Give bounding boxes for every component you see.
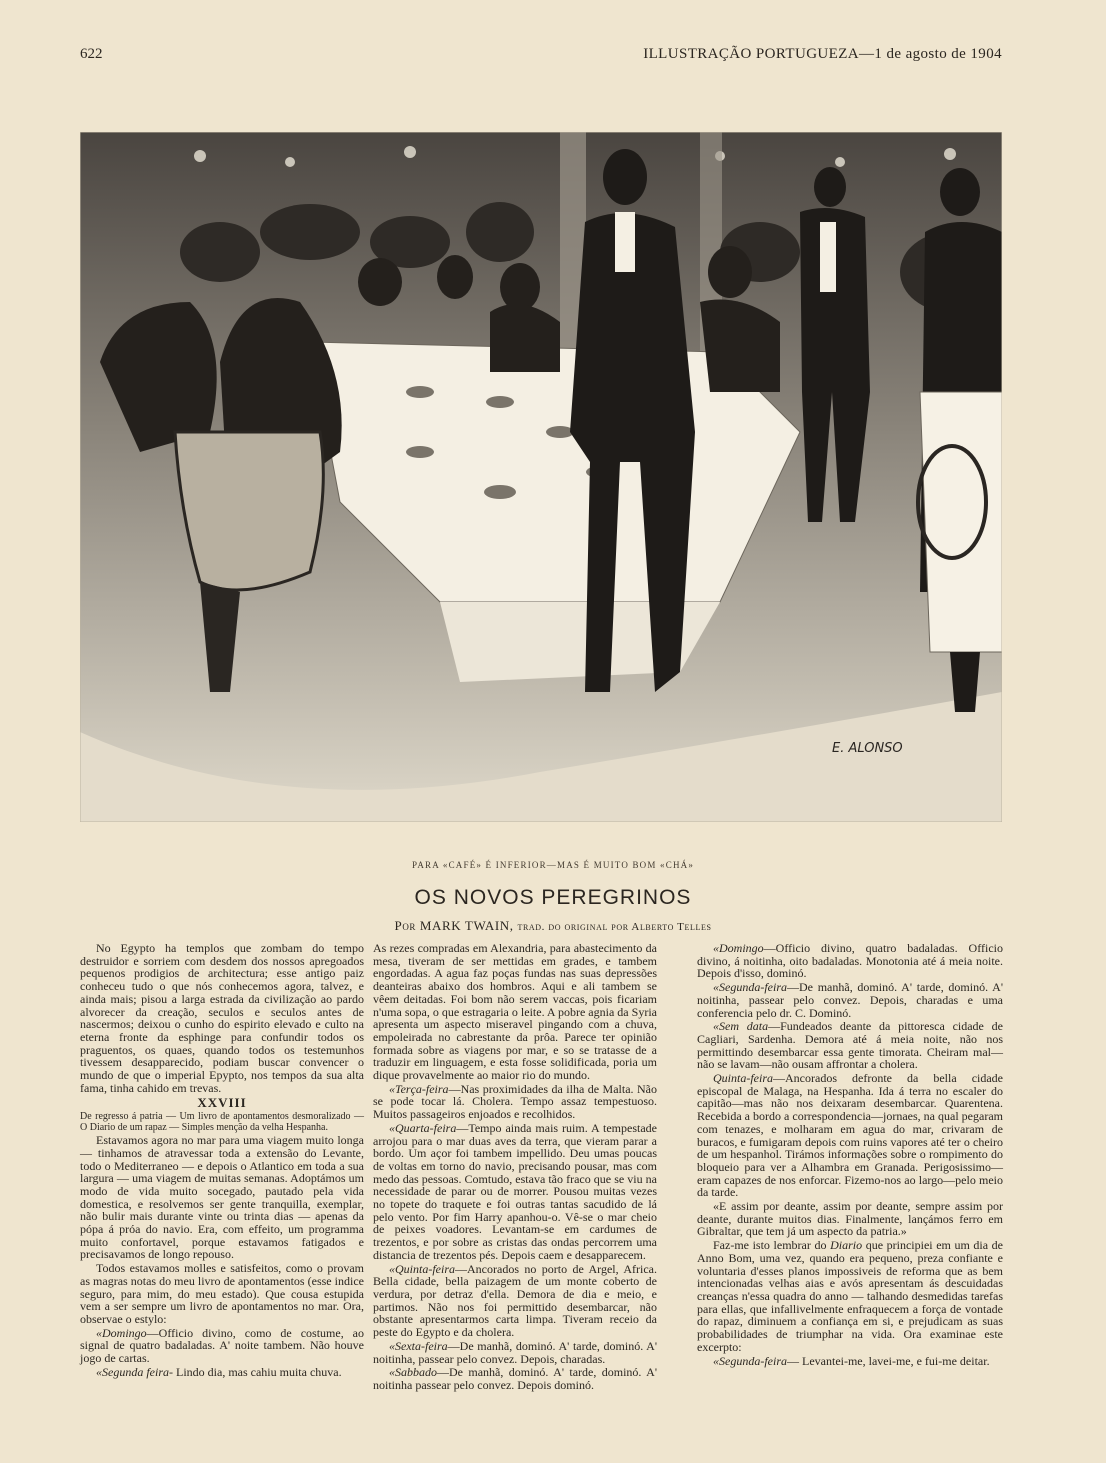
article-byline <box>0 918 1106 934</box>
diary-entry <box>80 1366 364 1379</box>
paragraph: As rezes compradas em Alexandria, para abastecimento da mesa, tiveram de ser mettidas em grades, e tambem engordadas. A agua faz poças fundas nas suas depressões deanteiras abaixo dos hombros. Aqui e ali tambem se vêem deitadas. Foi bom não serem vaccas, pois ficariam n'uma sopa, o que estragaria o leite. A pobre agnia da Syria apresenta um aspecto miseravel pingando com a chuva, empoleirada no cabrestante da prôa. Parece ter opinião formada sobre as viagens por mar, e so se tratasse de a traduzir em linguagem, e esta fosse solidificada, poria um dique provavelmente ao maior rio do mundo. <box>373 941 657 1083</box>
diary-day: «Quinta-feira <box>389 1261 455 1276</box>
diary-text: —Fundeados deante da pittoresca cidade de Cagliari, Sardenha. Demora até á meia noite, não nos permittindo desembarcar essa gente timorata. Cheiram mal—não se lavam—não ousam affrontar a cholera. <box>697 1019 1004 1072</box>
diary-day: «Segunda-feira <box>713 980 787 995</box>
dining-room-illustration <box>80 132 1002 822</box>
diary-text: —De manhã, dominó. A' tarde, dominó. A' noitinha passear pelo convez. Depois dominó. <box>373 1365 657 1392</box>
masthead: ILLUSTRAÇÃO PORTUGUEZA—1 de agosto de 1904 <box>643 46 1002 62</box>
text-column-1 <box>80 942 364 1380</box>
diary-text: —Officio divino, quatro badaladas. Officio divino, á noitinha, oito badaladas. Monotonia até á meia noite. Depois d'isso, dominó. <box>697 941 1003 981</box>
diary-text: — Levantei-me, lavei-me, e fui-me deitar. <box>787 1353 990 1368</box>
diary-day: «Sexta-feira <box>389 1338 448 1353</box>
diary-text: —Ancorados no porto de Argel, Africa. Bella cidade, bella paizagem de um monte coberto de verdura, por detraz d'ella. Demora de dia e meio, e partimos. Não nos foi permittido desembarcar, não obstante apresentarmos carta limpa. Tiveram receio da peste do Egypto e da cholera. <box>373 1261 657 1340</box>
artist-signature: E. ALONSO <box>832 741 903 756</box>
diary-entry <box>697 1072 1003 1199</box>
article-title: OS NOVOS PEREGRINOS <box>414 886 692 909</box>
diary-entry <box>697 942 1003 980</box>
diary-entry <box>373 1122 657 1262</box>
diary-entry <box>373 1366 657 1391</box>
diary-entry <box>697 1355 1003 1368</box>
diary-text: —Ancorados defronte da bella cidade episcopal de Malaga, na Hespanha. Ida á terra no escaler do capitão—mas não nos deixaram desembarcar. Quarentena. Recebida a bordo a correspondencia—jornaes, na qual pegaram com tenazes, e molharam em agua do mar, crivaram de buracos, e fumigaram depois com ruins vapores até ter o cheiro de um hespanhol. Tirámos informações sobre o rompimento do bloqueio para ver a Alhambra em Granada. Perigosissimo—eram capazes de nos enforcar. Fizemo-nos ao largo—pelo meio da tarde. <box>697 1071 1003 1200</box>
host-shirtfront <box>615 212 635 272</box>
walker-shirtfront <box>820 222 836 292</box>
diary-text: —Tempo ainda mais ruim. A tempestade arrojou para o mar duas aves da terra, que vieram parar a bordo. Um açor foi tambem impellido. Deu umas poucas de voltas em torno do navio, precisando pousar, mas com medo das pessoas. Comtudo, estava tão fraco que se viu na necessidade de parar ou de morrer. Pousou muitas vezes no topete do traquete e foi outras tantas sacudido de lá pelo vento. Por fim Harry apanhou-o. Vê-se o mar cheio de peixes voadores. Levantam-se em cardumes de trezentos, e por sobre as cristas das ondas percorrem uma distancia de trezentos pés. Depois caem e desapparecem. <box>373 1120 657 1262</box>
diary-entry <box>80 1327 364 1365</box>
diary-day: «Domingo <box>96 1325 147 1340</box>
diary-entry <box>697 1020 1003 1071</box>
diary-text: —Nas proximidades da ilha de Malta. Não se pode tocar lá. Cholera. Tempo assaz tempestuoso. Muitos passageiros enjoados e recolhidos. <box>373 1081 657 1122</box>
diary-text: —De manhã, dominó. A' tarde, dominó. A' noitinha, passear pelo convez. Depois, charadas. <box>373 1338 657 1366</box>
diary-day: «Segunda-feira <box>713 1353 787 1368</box>
carved-chair <box>175 432 323 590</box>
diary-entry <box>697 981 1003 1019</box>
intro-paragraph: No Egypto ha templos que zombam do tempo destruidor e sorriem com desdem dos nossos apregoados pequenos prodigios de architectura; esse antigo paiz conheceu tudo o que nós conhecemos agora, talvez, e ainda mais; pisou a larga estrada da civilização ao pardo alvorecer da creação, seculos e seculos antes de nascermos; deixou o cunho do espirito elevado e culto na eterna fronte da esphinge para confundir todos os praguentos, os quaes, quando todos os testemunhos tivessem desapparecido, podiam buscar convencer o mundo de que o imperial Epypto, nos tempos da sua alta fama, tinha cahido em trevas. <box>80 941 364 1095</box>
diary-day: «Segunda feira <box>96 1364 169 1379</box>
section-number: XXVIII <box>197 1095 247 1111</box>
diary-day: «Domingo <box>713 941 764 955</box>
byline-author: Por MARK TWAIN, <box>394 918 514 933</box>
diary-text: - Lindo dia, mas cahiu muita chuva. <box>169 1364 342 1379</box>
diary-entry <box>373 1263 657 1339</box>
paragraph: Estavamos agora no mar para uma viagem muito longa — tinhamos de atravessar toda a extensão do Levante, todo o Mediterraneo — e depois o Atlantico em toda a sua largura — uma viagem de muitas semanas. Adoptámos um modo de vida muito socegado, pautado pela vida domestica, e resolvemos ser gente tranquilla, exemplar, não bulir mais durante vinte ou trinta dias — apenas da pópa á próa do navio. Era, com effeito, um programma muito confortavel, porque estavamos fatigados e precisavamos de longo repouso. <box>80 1133 364 1262</box>
paragraph-lead: Faz-me isto lembrar do <box>713 1238 827 1253</box>
byline-translator: trad. do original por Alberto Telles <box>517 921 712 933</box>
text-column-2 <box>373 942 657 1393</box>
diary-entry <box>373 1083 657 1121</box>
paragraph <box>697 1239 1003 1353</box>
diary-day: «Sabbado <box>389 1365 437 1380</box>
paragraph-text: que principiei em um dia de Anno Bom, uma vez, quando era pequeno, preza confiante e voluntaria d'esses planos impossiveis de reforma que as bem intencionadas velhas aias e avós apresentam ás descuidadas creanças n'essa quadra do anno — talhando desmedidas tarefas para ellas, que infallivelmente enfraquecem a força de vontade do rapaz, diminuem a confiança em si, e prejudicam as suas probabilidades de triumphar na vida. Ora examinae este excerpto: <box>697 1238 1004 1354</box>
illustration-caption: PARA «CAFÉ» É INFERIOR—MAS É MUITO BOM «CHÁ» <box>411 860 695 870</box>
diary-text: —Officio divino, como de costume, ao signal de quatro badaladas. A' noite tambem. Não houve jogo de cartas. <box>80 1325 364 1366</box>
text-column-3 <box>697 942 1003 1368</box>
waiter <box>918 168 1002 712</box>
diario-title: Diario <box>830 1238 863 1253</box>
section-summary: De regresso á patria — Um livro de apontamentos desmoralizado — O Diario de um rapaz — Simples menção da velha Hespanha. <box>80 1111 364 1133</box>
diary-text: —De manhã, dominó. A' tarde, dominó. A' noitinha, passear pelo convez. Depois, charadas e uma conferencia pelo dr. C. Dominó. <box>697 980 1003 1020</box>
diary-entry <box>373 1340 657 1365</box>
paragraph: «E assim por deante, assim por deante, sempre assim por deante, durante muitos dias. Finalmente, lançámos ferro em Gibraltar, que tem já um aspecto da patria.» <box>697 1199 1003 1239</box>
diary-day: «Quarta-feira <box>389 1120 457 1135</box>
illustration-drawing <box>80 132 1002 822</box>
page-number: 622 <box>80 46 103 62</box>
paragraph: Todos estavamos molles e satisfeitos, como o provam as magras notas do meu livro de apontamentos (esse indice seguro, para mim, do meu estado). Que cousa estupida vem a ser sempre um livro de apontamentos no mar. Ora, observae o estylo: <box>80 1261 364 1326</box>
page-header <box>80 46 1002 68</box>
diary-day: «Terça-feira <box>389 1081 449 1096</box>
diary-day: «Sem data <box>713 1019 769 1034</box>
diary-day: Quinta-feira <box>713 1071 773 1086</box>
